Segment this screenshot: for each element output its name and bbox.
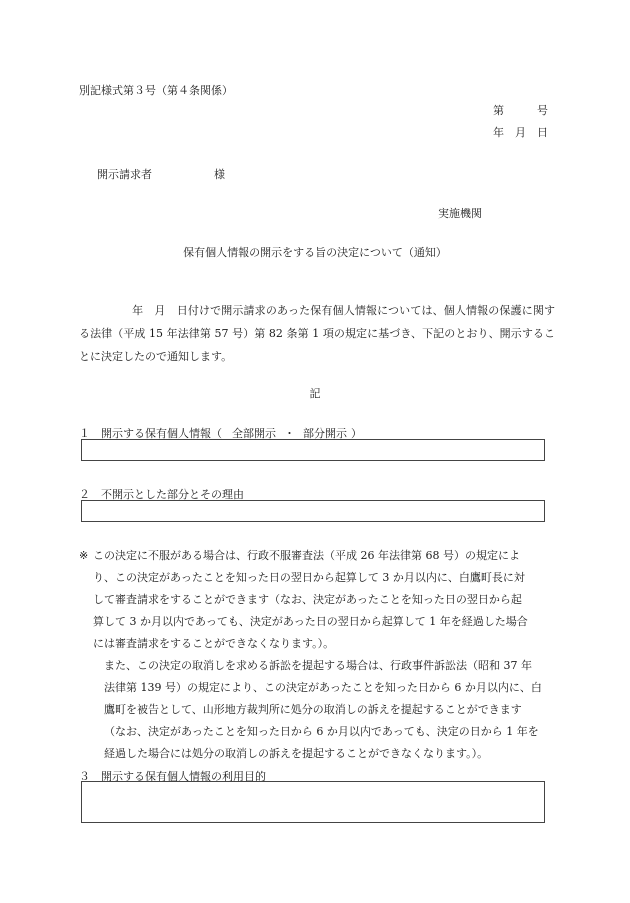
section1-title: １ 開示する保有個人情報（ [79,427,222,440]
section2-heading: ２ 不開示とした部分とその理由 [79,488,244,501]
section3-heading: ３ 開示する保有個人情報の利用目的 [79,770,266,783]
note-line: この決定に不服がある場合は、行政不服審査法（平成 26 年法律第 68 号）の規定によ [93,549,520,562]
note-line: また、この決定の取消しを求める訴訟を提起する場合は、行政事件訴訟法（昭和 37 年 [104,659,532,672]
document-date: 年 月 日 [493,126,548,139]
section1-input-box[interactable] [81,439,545,461]
requester-honorific: 様 [214,168,225,181]
appeal-note [79,545,557,765]
note-mark: ※ [79,549,89,562]
note-paragraph-1 [93,545,557,655]
note-line: 算して 3 か月以内であっても、決定があった日の翌日から起算して 1 年を経過した場合 [93,615,528,628]
option-full-disclosure: 全部開示 [232,427,276,440]
section1-close: ） [351,427,362,440]
note-line: して審査請求をすることができます（なお、決定があったことを知った日の翌日から起 [93,593,522,606]
note-line: 鷹町を被告として、山形地方裁判所に処分の取消しの訴えを提起することができます [104,703,522,716]
requester-label: 開示請求者 [97,168,152,181]
note-line: り、この決定があったことを知った日の翌日から起算して 3 か月以内に、白鷹町長に対 [93,571,525,584]
ki-heading: 記 [309,387,321,400]
option-partial-disclosure: 部分開示 [303,427,347,440]
section3-input-box[interactable] [81,781,545,823]
document-number: 第 号 [493,104,548,117]
issuing-agency: 実施機関 [438,207,482,220]
body-paragraph: 年 月 日付けで開示請求のあった保有個人情報については、個人情報の保護に関する法律（平成 15 年法律第 57 号）第 82 条第 1 項の規定に基づき、下記のとおり、開示することに決定したので通知します。 [79,304,555,363]
option-separator: ・ [284,427,295,440]
note-line: には審査請求をすることができなくなります。）。 [93,637,335,650]
note-line: 経過した場合には処分の取消しの訴えを提起することができなくなります。）。 [104,747,489,760]
note-line: （なお、決定があったことを知った日から 6 か月以内であっても、決定の日から 1 年を [104,725,539,738]
note-line: 法律第 139 号）の規定により、この決定があったことを知った日から 6 か月以内に、白 [104,681,542,694]
form-label: 別記様式第３号（第４条関係） [79,84,233,97]
document-title: 保有個人情報の開示をする旨の決定について（通知） [183,246,447,259]
section2-input-box[interactable] [81,500,545,522]
note-paragraph-2 [93,655,557,765]
